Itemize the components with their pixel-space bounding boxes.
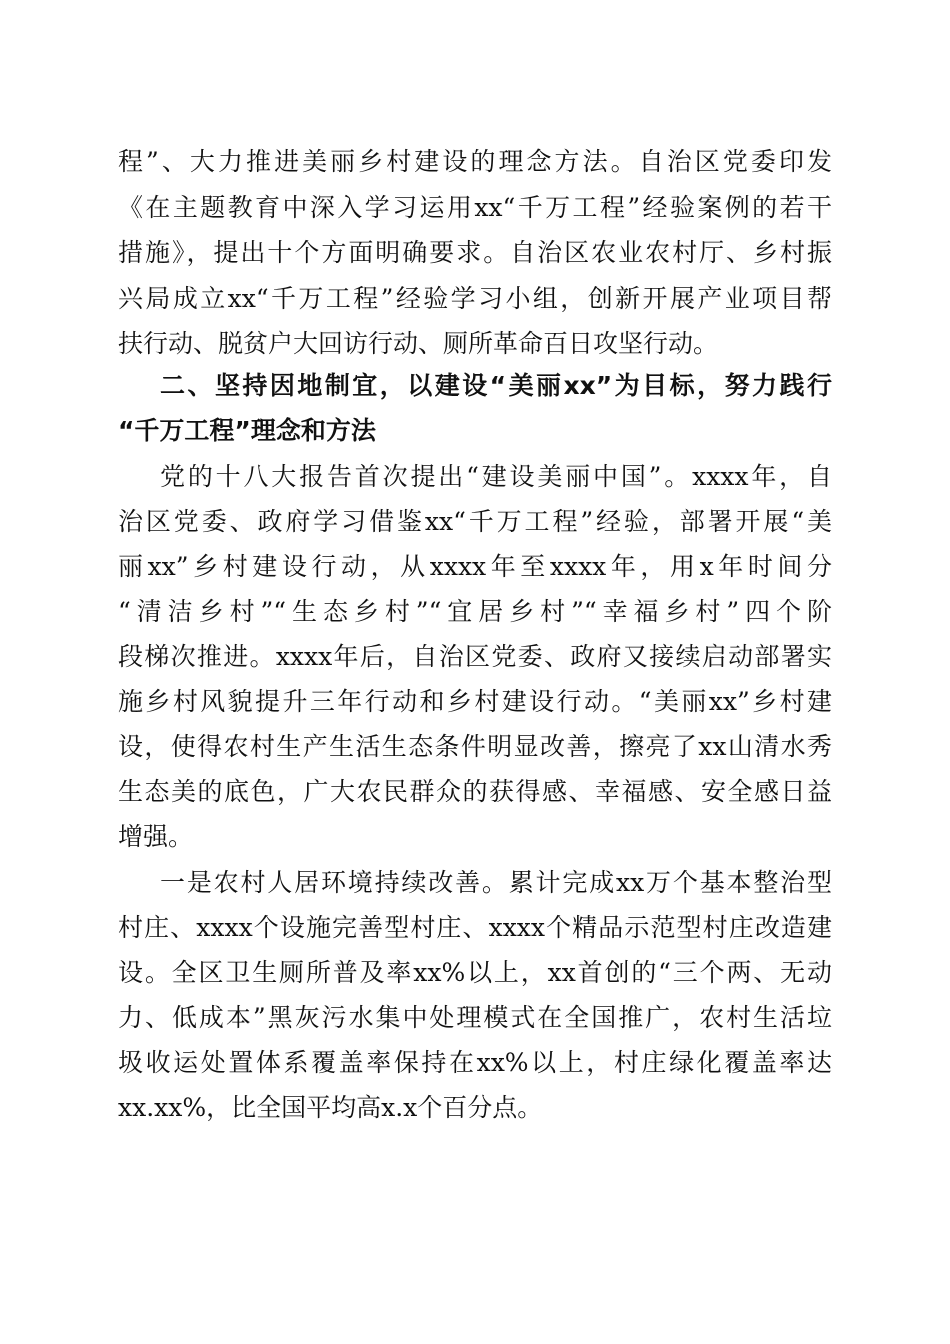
paragraph-1-line-2: 《在主题教育中深入学习运用xx“千万工程”经验案例的若干 xyxy=(118,193,832,222)
paragraph-2-line-2: 治区党委、政府学习借鉴xx“千万工程”经验，部署开展“美 xyxy=(118,507,832,536)
paragraph-2-line-4: “清洁乡村”“生态乡村”“宜居乡村”“幸福乡村”四个阶 xyxy=(118,597,832,626)
paragraph-1-line-4: 兴局成立xx“千万工程”经验学习小组，创新开展产业项目帮 xyxy=(118,284,832,313)
paragraph-3-line-1: 一是农村人居环境持续改善。累计完成xx万个基本整治型 xyxy=(160,868,832,897)
paragraph-1-line-1: 程”、大力推进美丽乡村建设的理念方法。自治区党委印发 xyxy=(118,147,832,176)
paragraph-1-line-3: 措施》，提出十个方面明确要求。自治区农业农村厅、乡村振 xyxy=(118,238,832,267)
paragraph-2-line-8: 生态美的底色，广大农民群众的获得感、幸福感、安全感日益 xyxy=(118,777,832,806)
paragraph-1-line-5: 扶行动、脱贫户大回访行动、厕所革命百日攻坚行动。 xyxy=(118,329,719,358)
paragraph-3-line-6: xx.xx%，比全国平均高x.x个百分点。 xyxy=(118,1093,543,1122)
paragraph-3-line-2: 村庄、xxxx个设施完善型村庄、xxxx个精品示范型村庄改造建 xyxy=(118,913,832,942)
paragraph-2-line-5: 段梯次推进。xxxx年后，自治区党委、政府又接续启动部署实 xyxy=(118,642,832,671)
paragraph-2-line-7: 设，使得农村生产生活生态条件明显改善，擦亮了xx山清水秀 xyxy=(118,732,832,761)
paragraph-3-line-5: 圾收运处置体系覆盖率保持在xx%以上，村庄绿化覆盖率达 xyxy=(118,1048,832,1077)
paragraph-2-line-9: 增强。 xyxy=(118,822,194,851)
paragraph-2-line-1: 党的十八大报告首次提出“建设美丽中国”。xxxx年，自 xyxy=(160,462,832,491)
section-heading-line-1: 二、坚持因地制宜，以建设“美丽xx”为目标，努力践行 xyxy=(160,371,832,400)
paragraph-3-line-4: 力、低成本”黑灰污水集中处理模式在全国推广，农村生活垃 xyxy=(118,1003,832,1032)
paragraph-2-line-3: 丽xx”乡村建设行动，从xxxx年至xxxx年，用x年时间分 xyxy=(118,552,832,581)
paragraph-2-line-6: 施乡村风貌提升三年行动和乡村建设行动。“美丽xx”乡村建 xyxy=(118,687,832,716)
paragraph-3-line-3: 设。全区卫生厕所普及率xx%以上，xx首创的“三个两、无动 xyxy=(118,958,832,987)
section-heading-line-2: “千万工程”理念和方法 xyxy=(118,416,376,445)
